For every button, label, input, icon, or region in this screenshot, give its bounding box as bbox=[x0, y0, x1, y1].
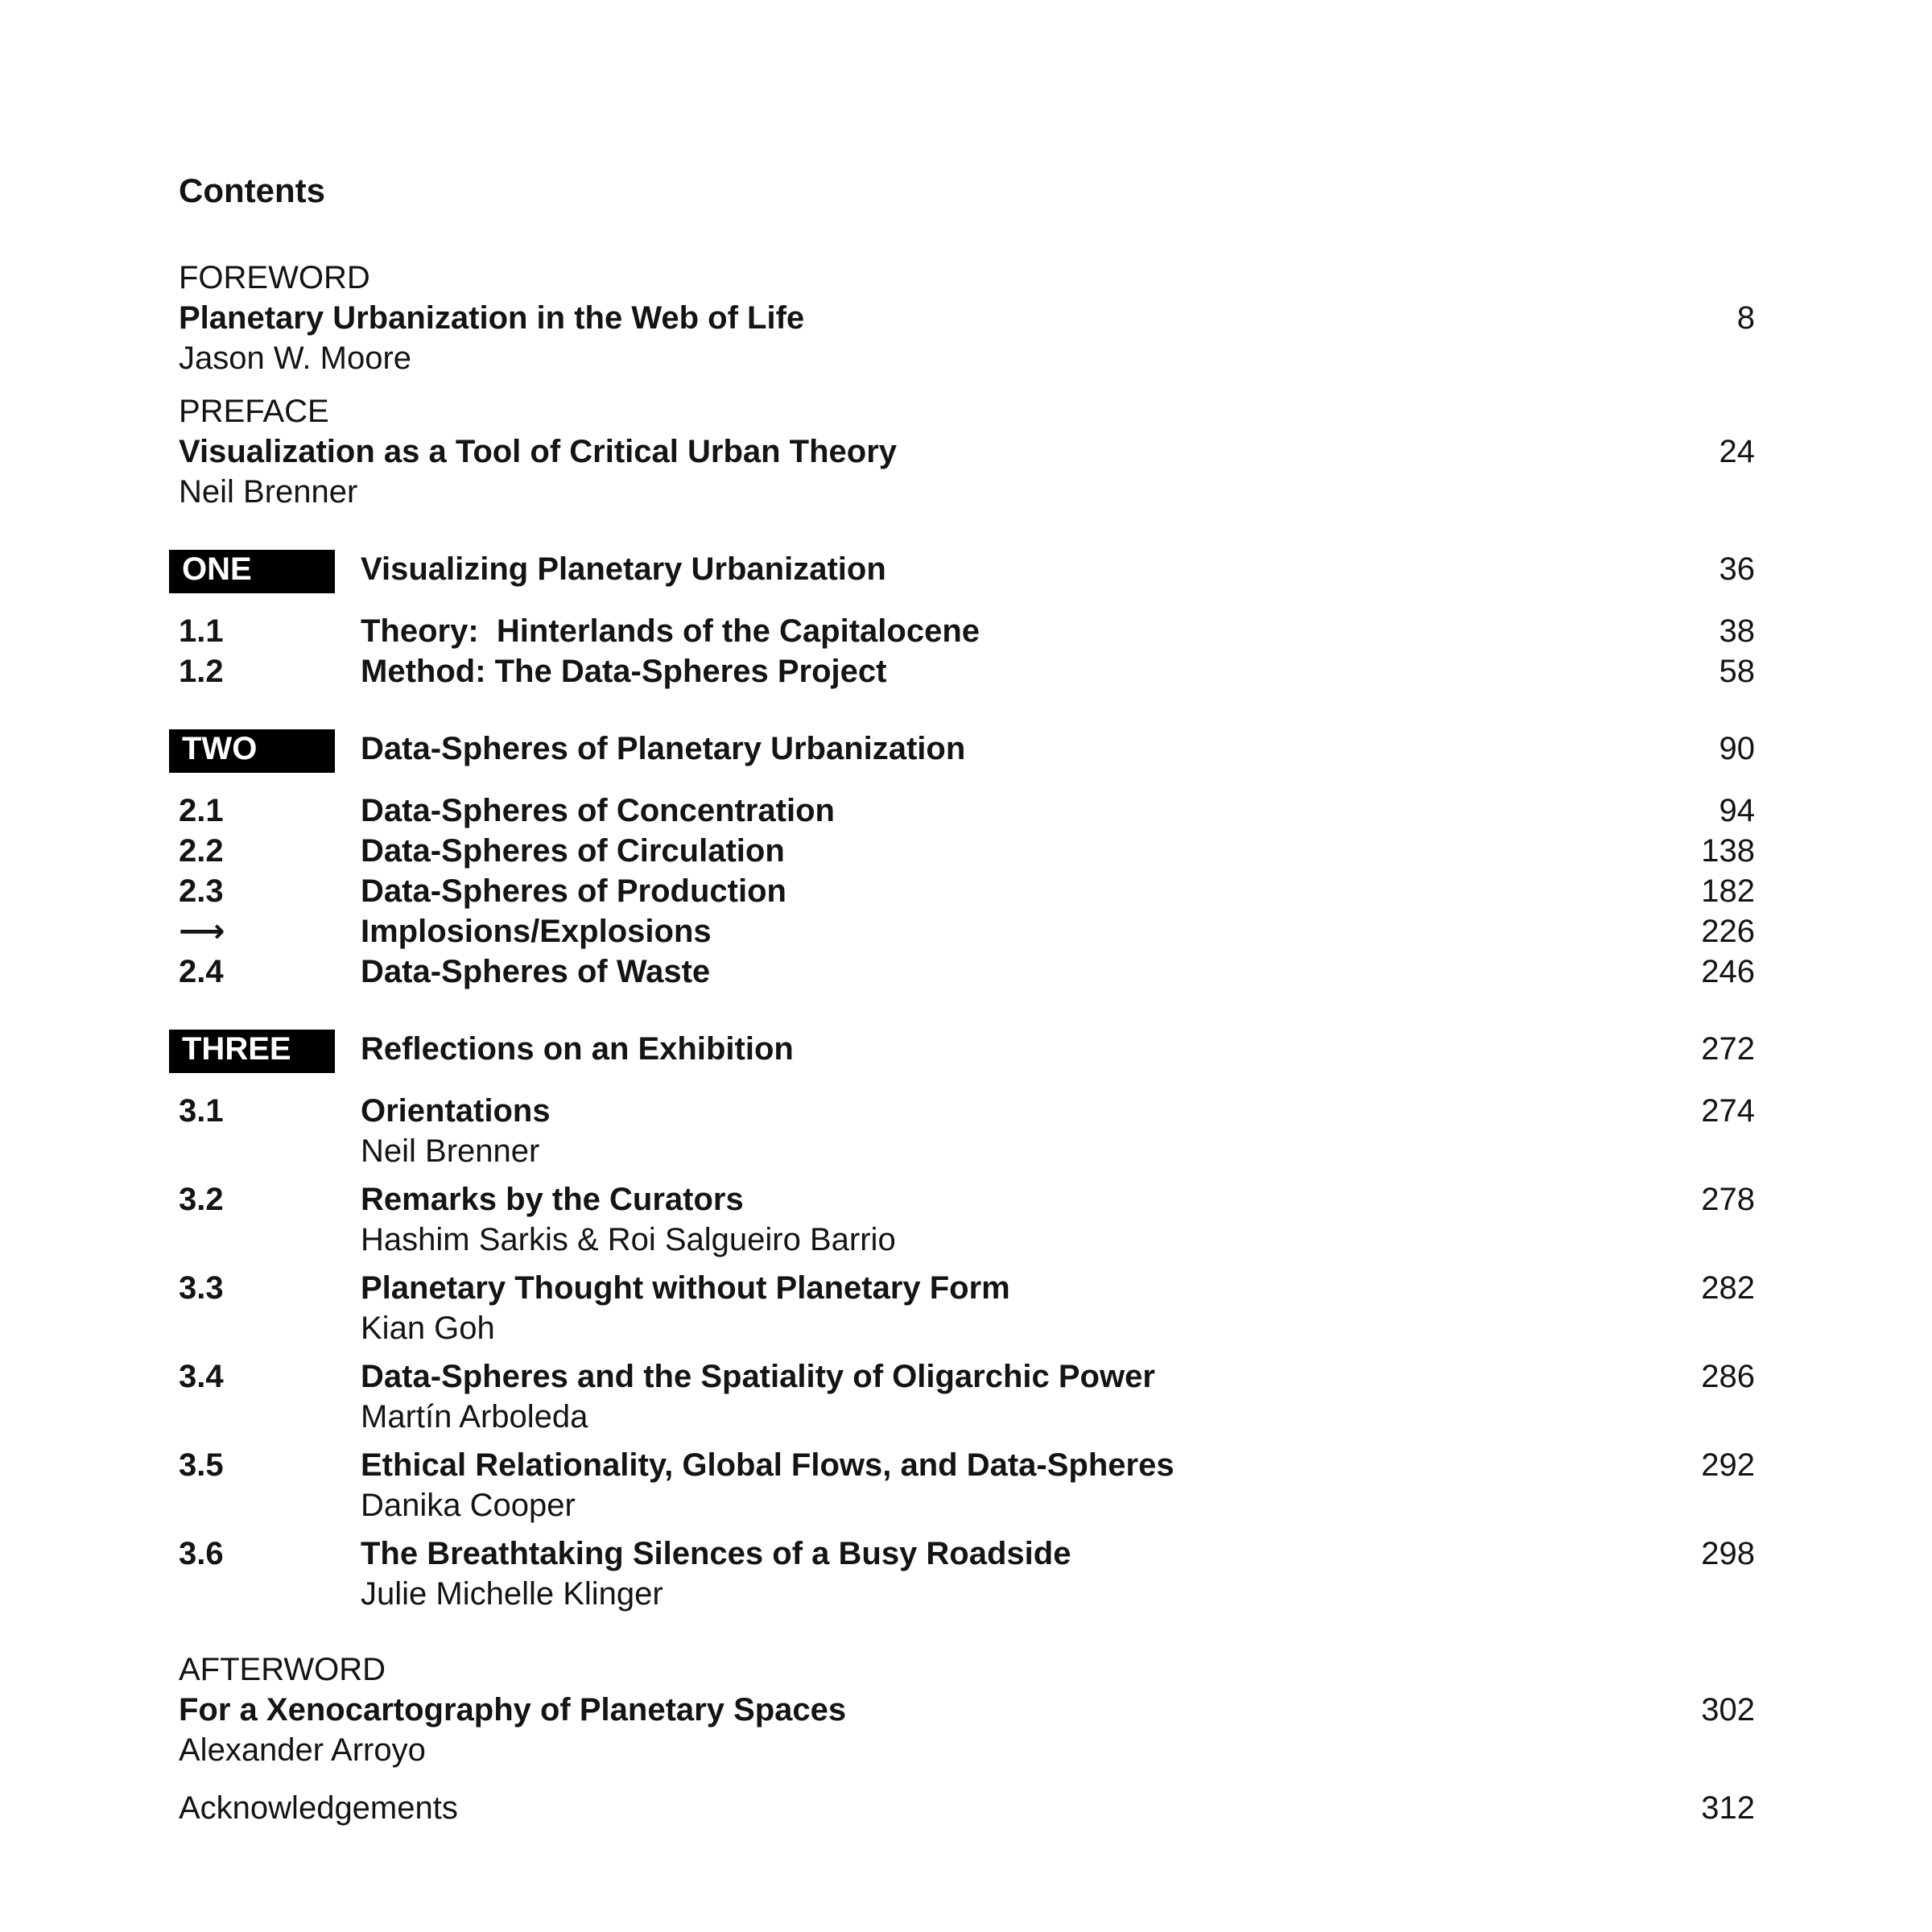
front-matter-entry-preface bbox=[179, 391, 1755, 512]
section-title: Data-Spheres of Production bbox=[361, 873, 786, 909]
page-number: 274 bbox=[1701, 1093, 1755, 1129]
section-number: 3.5 bbox=[179, 1447, 224, 1483]
entry-title: Visualization as a Tool of Critical Urban Theory bbox=[179, 434, 898, 469]
page-number: 36 bbox=[1719, 551, 1755, 587]
page-number: 94 bbox=[1719, 793, 1755, 828]
section-number: 3.4 bbox=[179, 1359, 224, 1394]
section-author: Martín Arboleda bbox=[361, 1399, 588, 1435]
section-number: 2.4 bbox=[179, 954, 224, 989]
section-number: 2.3 bbox=[179, 873, 224, 909]
page-number: 272 bbox=[1701, 1031, 1755, 1067]
section-title: Data-Spheres of Concentration bbox=[361, 793, 835, 828]
page-number: 246 bbox=[1701, 954, 1755, 989]
page-number: 298 bbox=[1701, 1536, 1755, 1571]
section-entry bbox=[179, 1091, 1755, 1171]
chapter-number-box: TWO bbox=[169, 729, 335, 773]
section-title: Planetary Thought without Planetary Form bbox=[361, 1270, 1010, 1306]
chapter-title: Reflections on an Exhibition bbox=[361, 1031, 794, 1067]
front-matter-entry-foreword bbox=[179, 258, 1755, 378]
chapter-two-sections bbox=[179, 791, 1755, 992]
page-number: 38 bbox=[1719, 613, 1755, 649]
entry-title: For a Xenocartography of Planetary Spaces bbox=[179, 1692, 847, 1728]
section-author: Kian Goh bbox=[361, 1311, 495, 1346]
entry-label: Acknowledgements bbox=[179, 1790, 458, 1826]
section-row bbox=[179, 871, 1755, 911]
page-number: 24 bbox=[1719, 434, 1755, 469]
section-number: 1.2 bbox=[179, 654, 224, 689]
chapter-two bbox=[179, 729, 1755, 992]
section-title: The Breathtaking Silences of a Busy Roadside bbox=[361, 1536, 1071, 1571]
entry-label: PREFACE bbox=[179, 394, 329, 429]
section-row bbox=[179, 651, 1755, 691]
section-author: Danika Cooper bbox=[361, 1488, 576, 1523]
toc-content bbox=[179, 171, 1755, 1828]
section-number: 3.2 bbox=[179, 1182, 224, 1217]
chapter-row bbox=[179, 549, 1755, 593]
page-number: 292 bbox=[1701, 1447, 1755, 1483]
section-row bbox=[179, 611, 1755, 651]
section-title: Ethical Relationality, Global Flows, and Data-Spheres bbox=[361, 1447, 1174, 1483]
entry-author: Alexander Arroyo bbox=[179, 1732, 426, 1768]
page-number: 58 bbox=[1719, 654, 1755, 689]
chapter-number-box: ONE bbox=[169, 550, 335, 593]
page-title: Contents bbox=[179, 171, 325, 209]
right-arrow-icon: ⟶ bbox=[179, 914, 224, 949]
entry-author: Neil Brenner bbox=[179, 474, 358, 510]
page-number: 278 bbox=[1701, 1182, 1755, 1217]
back-matter-entry-afterword bbox=[179, 1649, 1755, 1770]
chapter-one bbox=[179, 549, 1755, 691]
section-entry bbox=[179, 1179, 1755, 1260]
section-title: Data-Spheres and the Spatiality of Oligarchic Power bbox=[361, 1359, 1155, 1394]
section-title: Implosions/Explosions bbox=[361, 914, 712, 949]
section-title: Data-Spheres of Circulation bbox=[361, 833, 785, 869]
entry-author: Jason W. Moore bbox=[179, 341, 412, 376]
chapter-three bbox=[179, 1029, 1755, 1614]
page-number: 302 bbox=[1701, 1692, 1755, 1728]
page-number: 226 bbox=[1701, 914, 1755, 949]
section-number: 2.1 bbox=[179, 793, 224, 828]
chapter-title: Visualizing Planetary Urbanization bbox=[361, 551, 886, 587]
chapter-one-sections bbox=[179, 611, 1755, 691]
section-title: Orientations bbox=[361, 1093, 551, 1129]
section-row bbox=[179, 952, 1755, 992]
page-number: 182 bbox=[1701, 873, 1755, 909]
section-title: Theory: Hinterlands of the Capitalocene bbox=[361, 613, 980, 649]
section-entry bbox=[179, 1534, 1755, 1614]
acknowledgements-row bbox=[179, 1788, 1755, 1828]
section-author: Neil Brenner bbox=[361, 1133, 540, 1169]
entry-label: FOREWORD bbox=[179, 260, 370, 295]
section-title: Method: The Data-Spheres Project bbox=[361, 654, 887, 689]
section-row-implosions bbox=[179, 911, 1755, 952]
section-number: 2.2 bbox=[179, 833, 224, 869]
page-number: 282 bbox=[1701, 1270, 1755, 1306]
page-number: 90 bbox=[1719, 731, 1755, 766]
section-row bbox=[179, 831, 1755, 871]
page-number: 312 bbox=[1701, 1790, 1755, 1826]
chapter-three-sections bbox=[179, 1091, 1755, 1614]
chapter-number-box: THREE bbox=[169, 1030, 335, 1073]
section-number: 1.1 bbox=[179, 613, 224, 649]
section-number: 3.1 bbox=[179, 1093, 224, 1129]
section-number: 3.3 bbox=[179, 1270, 224, 1306]
page-number: 8 bbox=[1736, 300, 1755, 336]
section-author: Hashim Sarkis & Roi Salgueiro Barrio bbox=[361, 1222, 896, 1257]
chapter-row bbox=[179, 729, 1755, 773]
page-number: 138 bbox=[1701, 833, 1755, 869]
section-entry bbox=[179, 1445, 1755, 1525]
chapter-row bbox=[179, 1029, 1755, 1073]
section-title: Data-Spheres of Waste bbox=[361, 954, 711, 989]
entry-label: AFTERWORD bbox=[179, 1652, 386, 1687]
page-number: 286 bbox=[1701, 1359, 1755, 1394]
section-author: Julie Michelle Klinger bbox=[361, 1576, 663, 1612]
section-row bbox=[179, 791, 1755, 831]
section-entry bbox=[179, 1356, 1755, 1437]
chapter-title: Data-Spheres of Planetary Urbanization bbox=[361, 731, 966, 766]
section-number: 3.6 bbox=[179, 1536, 224, 1571]
entry-title: Planetary Urbanization in the Web of Life bbox=[179, 300, 805, 336]
section-entry bbox=[179, 1268, 1755, 1348]
section-title: Remarks by the Curators bbox=[361, 1182, 744, 1217]
